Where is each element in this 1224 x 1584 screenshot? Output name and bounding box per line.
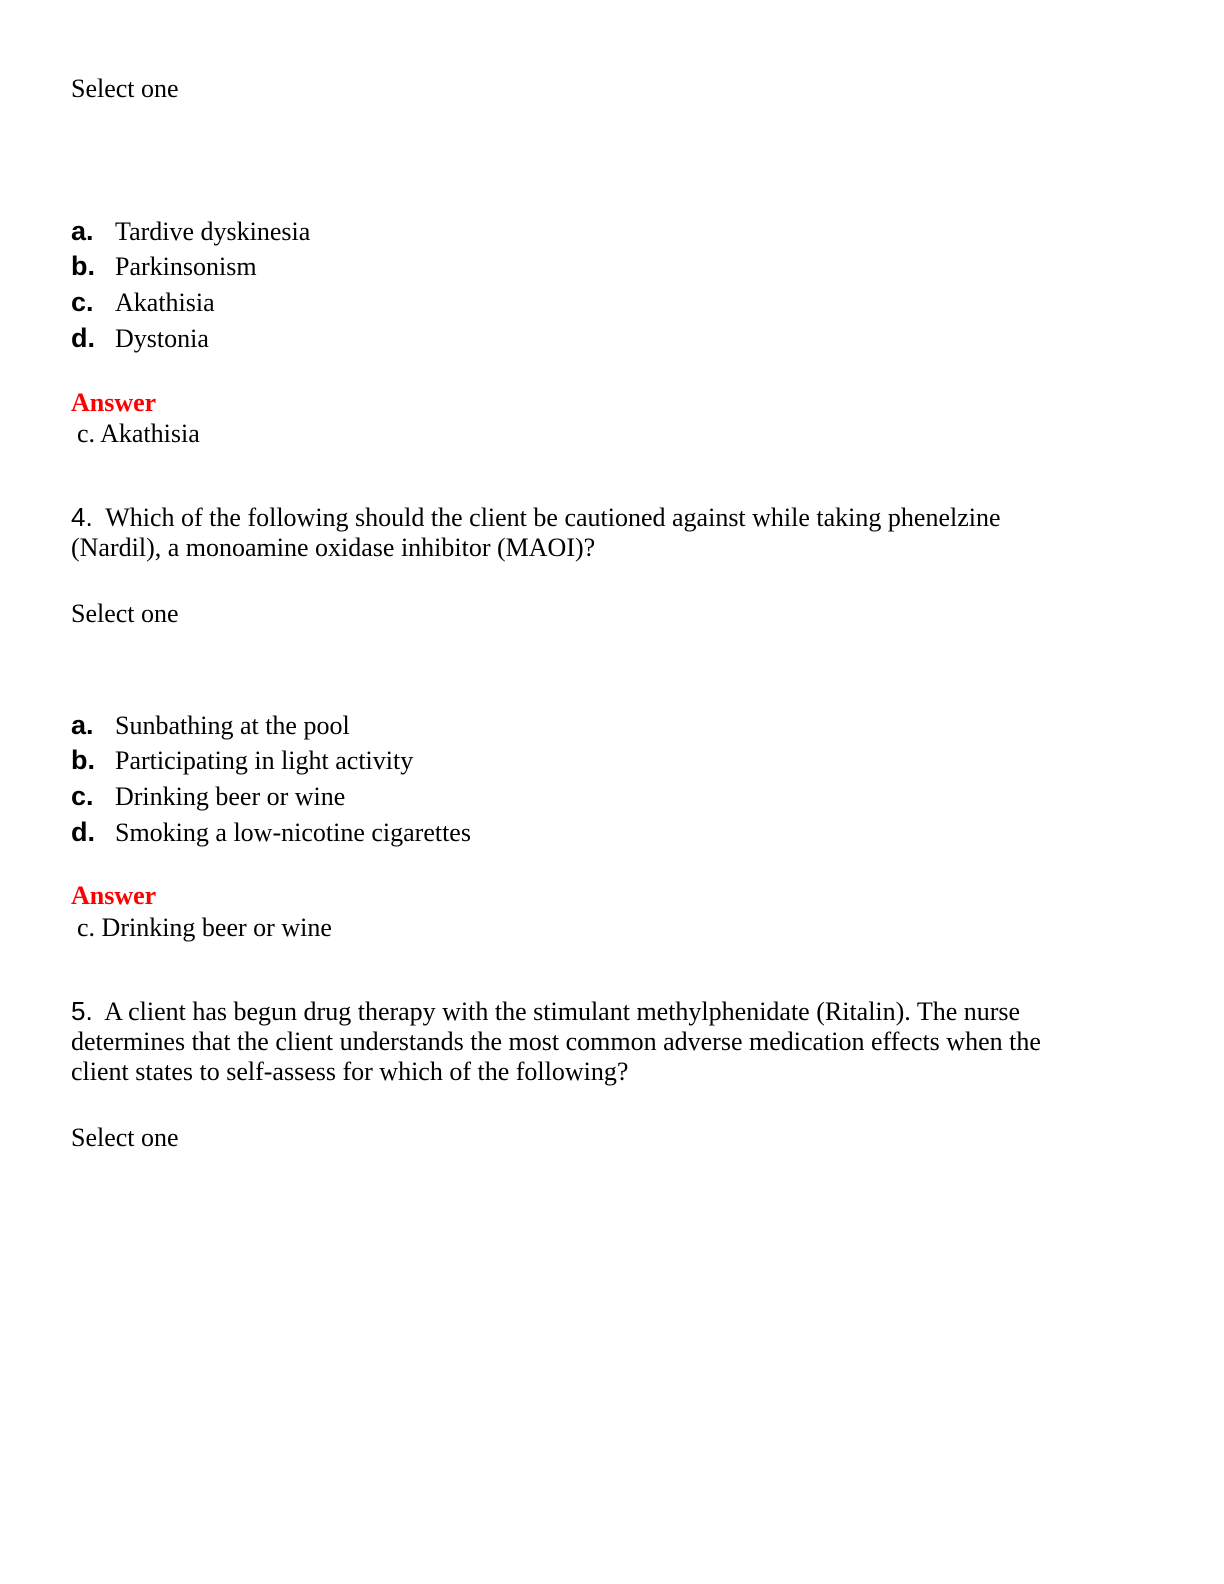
option-text: Smoking a low-nicotine cigarettes <box>115 818 471 847</box>
answer-text: c. Akathisia <box>77 419 200 448</box>
option-text: Akathisia <box>115 288 215 317</box>
option-text: Parkinsonism <box>115 252 257 281</box>
option-text: Tardive dyskinesia <box>115 217 311 246</box>
q3-option-c[interactable] <box>71 287 215 321</box>
select-one-prompt: Select one <box>71 74 179 103</box>
q4-option-c[interactable] <box>71 781 345 815</box>
answer-label: Answer <box>71 881 157 910</box>
q4-option-b[interactable] <box>71 745 413 779</box>
question-5-line-1: 5. A client has begun drug therapy with the stimulant methylphenidate (Ritalin). The nurse <box>71 996 1021 1026</box>
q3-option-a[interactable] <box>71 216 310 250</box>
option-text: Drinking beer or wine <box>115 782 346 811</box>
option-letter: c. <box>71 781 94 811</box>
q4-option-d[interactable] <box>71 817 471 851</box>
select-one-prompt: Select one <box>71 599 179 628</box>
question-5-line-3: client states to self-assess for which of the following? <box>71 1057 629 1086</box>
option-letter: d. <box>71 323 95 353</box>
option-letter: c. <box>71 287 94 317</box>
option-letter: a. <box>71 216 94 246</box>
option-letter: b. <box>71 251 95 281</box>
question-5-line-2: determines that the client understands the most common adverse medication effects when the <box>71 1027 1041 1056</box>
question-number: 5. <box>71 996 93 1026</box>
answer-text: c. Drinking beer or wine <box>77 913 332 942</box>
answer-label: Answer <box>71 388 157 417</box>
q3-option-b[interactable] <box>71 251 257 285</box>
q3-option-d[interactable] <box>71 323 209 357</box>
option-text: Participating in light activity <box>115 746 414 775</box>
question-5 <box>71 996 1111 1087</box>
question-4-line-2: (Nardil), a monoamine oxidase inhibitor (MAOI)? <box>71 533 596 562</box>
option-letter: d. <box>71 817 95 847</box>
select-one-prompt: Select one <box>71 1123 179 1152</box>
question-4-line-1: 4. Which of the following should the client be cautioned against while taking phenelzine <box>71 502 1001 532</box>
option-text: Dystonia <box>115 324 209 353</box>
option-letter: a. <box>71 710 94 740</box>
option-letter: b. <box>71 745 95 775</box>
question-4 <box>71 502 1111 563</box>
option-text: Sunbathing at the pool <box>115 711 350 740</box>
question-number: 4. <box>71 502 93 532</box>
q4-option-a[interactable] <box>71 710 350 744</box>
